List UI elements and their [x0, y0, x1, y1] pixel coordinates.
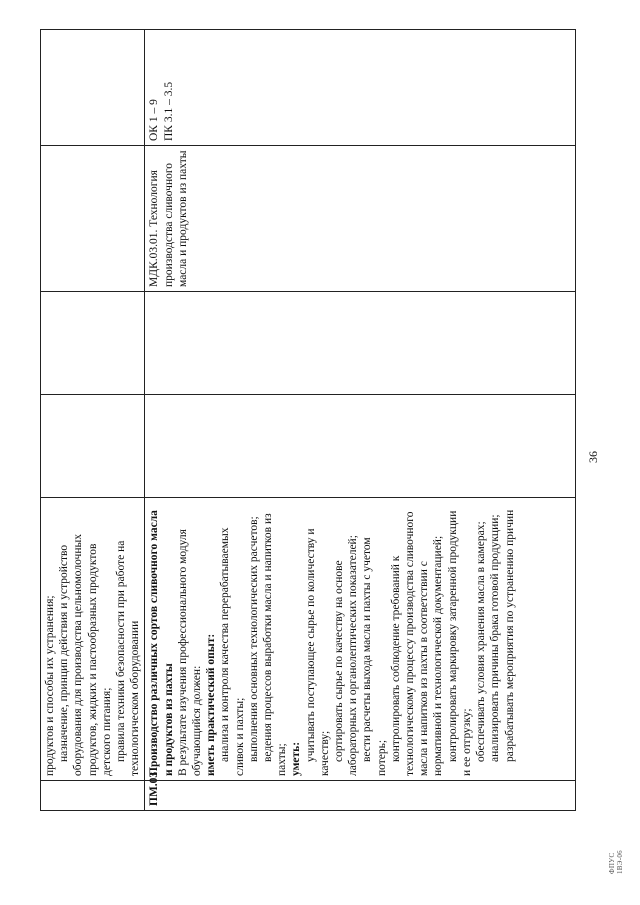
footer-mark: ФПУС 1ВЭ-06 [608, 850, 624, 874]
table-row [41, 30, 145, 811]
page-number: 36 [586, 451, 600, 463]
content-heading: уметь: [290, 741, 303, 776]
content-line: анализировать причины брака готовой продукции; [489, 514, 502, 762]
empty-cell [41, 292, 145, 395]
curriculum-table [40, 29, 576, 811]
content-line: контролировать маркировку затаренной продукции и ее отгрузку; [446, 510, 473, 776]
empty-cell [145, 395, 576, 498]
code-cell [41, 781, 145, 811]
content-line: выполнения основных технологических расчетов; [247, 516, 260, 762]
content-line: В результате изучения профессионального модуля обучающийся должен: [176, 529, 204, 776]
module-code-cell [145, 771, 576, 811]
content-line: вести расчеты выхода масла и пахты с учетом потерь; [361, 537, 388, 776]
content-line: продуктов и способы их устранения; [44, 595, 56, 776]
empty-cell [41, 395, 145, 498]
content-line: разрабатывать мероприятия по устранению причин [503, 509, 516, 762]
competence-cell [145, 30, 576, 146]
content-heading: Производство различных сортов сливочного масла и продуктов из пахты [148, 510, 175, 776]
empty-cell [145, 292, 576, 395]
mdk-cell [41, 146, 145, 292]
content-line: правила техники безопасности при работе на технологическом оборудовании [115, 540, 142, 776]
mdk-title: МДК.03.01. Технология производства сливочного масла и продуктов из пахты [148, 150, 189, 287]
mdk-cell [145, 146, 576, 292]
module-code: ПМ.03 [148, 771, 161, 806]
content-line: анализа и контроля качества перерабатываемых сливок и пахты; [219, 527, 246, 776]
table-row [145, 30, 576, 811]
content-heading: иметь практический опыт: [205, 633, 218, 776]
content-line: назначение, принцип действия и устройство оборудования для производства цельномолочных продуктов, жидких и пастообразных продуктов детского питания; [58, 534, 113, 776]
content-line: ведения процессов выработки масла и напитков из пахты; [262, 513, 289, 776]
content-cell [41, 498, 145, 781]
content-cell [145, 498, 576, 781]
content-line: сортировать сырье по качеству на основе лабораторных и органолептических показателей; [333, 535, 360, 776]
content-line: учитывать поступающее сырье по количеству и качеству; [304, 528, 331, 776]
competence-codes: ОК 1 – 9 ПК 3.1 – 3.5 [148, 81, 175, 141]
content-line: обеспечивать условия хранения масла в камерах; [475, 521, 488, 762]
content-line: контролировать соблюдение требований к технологическому процессу производства сливочного масла и напитков из пахты в соответствии с нормативной и технологической документацией; [389, 511, 445, 776]
competence-cell [41, 30, 145, 146]
